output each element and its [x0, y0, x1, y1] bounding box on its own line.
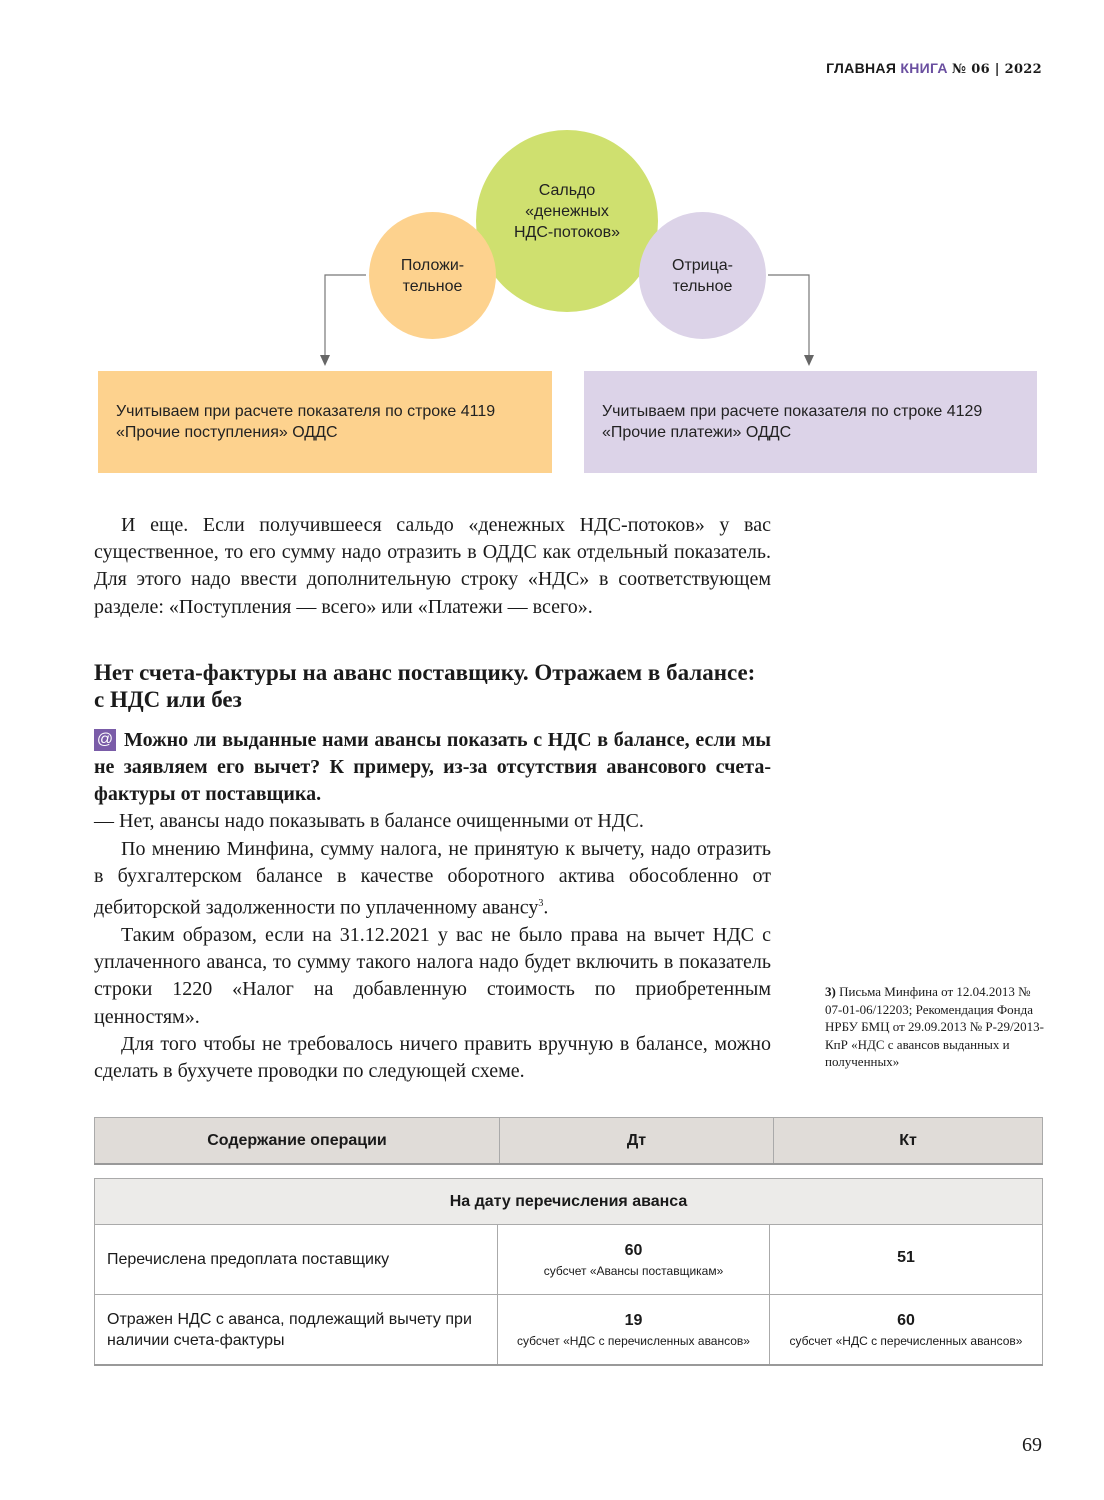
account-number: 19 [624, 1311, 643, 1329]
paragraph: Для того чтобы не требовалось ничего править вручную в балансе, можно сделать в бухучете проводки по следующей схеме. [94, 1032, 771, 1082]
negative-box: Учитываем при расчете показателя по строке 4129 «Прочие платежи» ОДДС [584, 371, 1037, 473]
credit-cell [770, 1295, 1043, 1366]
column-header: Кт [774, 1118, 1043, 1165]
paragraph: По мнению Минфина, сумму налога, не принятую к вычету, надо отразить в бухгалтерском балансе в качестве оборотного актива обособленно от дебиторской задолженности по уплаченному авансу$^3$. [94, 837, 771, 919]
circle-positive [369, 212, 496, 339]
table-header [95, 1118, 1043, 1165]
account-number: 51 [897, 1248, 915, 1266]
debit-cell [498, 1295, 770, 1366]
subaccount: субсчет «Авансы поставщикам» [543, 1263, 724, 1278]
paragraph: И еще. Если получившееся сальдо «денежных НДС-потоков» у вас существенное, то его сумму надо отразить в ОДДС как отдельный показатель. Для этого надо ввести дополнительную строку «НДС» в соответствующем разделе: «Поступления — всего» или «Платежи — всего». [94, 514, 771, 618]
paragraph: Таким образом, если на 31.12.2021 у вас не было права на вычет НДС с уплаченного аванса, то сумму такого налога надо будет включить в показатель строки 1220 «Налог на добавленную стоимость по приобретенным ценностям». [94, 923, 771, 1028]
table-row [95, 1225, 1043, 1295]
table-section-row [95, 1179, 1043, 1225]
footnote-ref: 3 [538, 898, 544, 910]
header-table [94, 1117, 1043, 1165]
operation-cell: Перечислена предоплата поставщику [95, 1225, 498, 1295]
magazine-name-accent: КНИГА [900, 60, 948, 76]
subaccount: субсчет «НДС с перечисленных авансов» [517, 1333, 750, 1348]
circle-negative [639, 212, 766, 339]
question-block [94, 727, 771, 809]
account-number: 60 [897, 1311, 915, 1329]
magazine-name: ГЛАВНАЯ [826, 60, 897, 76]
arrow-right-head [804, 355, 814, 366]
footnote-text: Письма Минфина от 12.04.2013 № 07-01-06/12203; Рекомендация Фонда НРБУ БМЦ от 29.09.2013 № Р-29/2013-КпР «НДС с авансов выданных и полученных» [825, 984, 1044, 1069]
section-heading: Нет счета-фактуры на аванс поставщику. Отражаем в балансе: с НДС или без [94, 659, 756, 712]
circle-label: Отрица- тельное [672, 256, 733, 295]
circle-label: Положи- тельное [400, 256, 465, 295]
table-row [95, 1295, 1043, 1366]
answer: — Нет, авансы надо показывать в балансе очищенными от НДС. [94, 810, 644, 833]
circle-vat-balance [476, 130, 658, 312]
article-body [94, 512, 1043, 1366]
footnote [825, 983, 1050, 1071]
arrow-right [768, 275, 809, 358]
arrow-left [325, 275, 366, 358]
column-header: Содержание операции [95, 1118, 500, 1165]
paragraph-text: По мнению Минфина, сумму налога, не принятую к вычету, надо отразить в бухгалтерском балансе в качестве оборотного актива обособленно от дебиторской задолженности по уплаченному авансу [94, 837, 771, 919]
account-number: 60 [624, 1241, 643, 1259]
column-header: Дт [500, 1118, 774, 1165]
footnote-number: 3) [825, 984, 836, 999]
entries-table [94, 1178, 1043, 1366]
question-text: Можно ли выданные нами авансы показать с НДС в балансе, если мы не заявляем его вычет? К примеру, из-за отсутствия авансового счета-фактуры от поставщика. [94, 728, 771, 806]
circle-label: Сальдо «денежных НДС-потоков» [513, 181, 620, 241]
operation-cell: Отражен НДС с аванса, подлежащий вычету при наличии счета-фактуры [95, 1295, 498, 1366]
section-label: На дату перечисления аванса [95, 1179, 1043, 1225]
debit-cell [498, 1225, 770, 1295]
issue-number: № 06 | 2022 [951, 62, 1042, 77]
arrow-left-head [320, 355, 330, 366]
positive-box: Учитываем при расчете показателя по строке 4119 «Прочие поступления» ОДДС [98, 371, 552, 473]
at-icon: @ [94, 729, 116, 751]
subaccount: субсчет «НДС с перечисленных авансов» [789, 1333, 1023, 1348]
credit-cell [770, 1225, 1043, 1295]
page-number: 69 [1022, 1434, 1042, 1456]
